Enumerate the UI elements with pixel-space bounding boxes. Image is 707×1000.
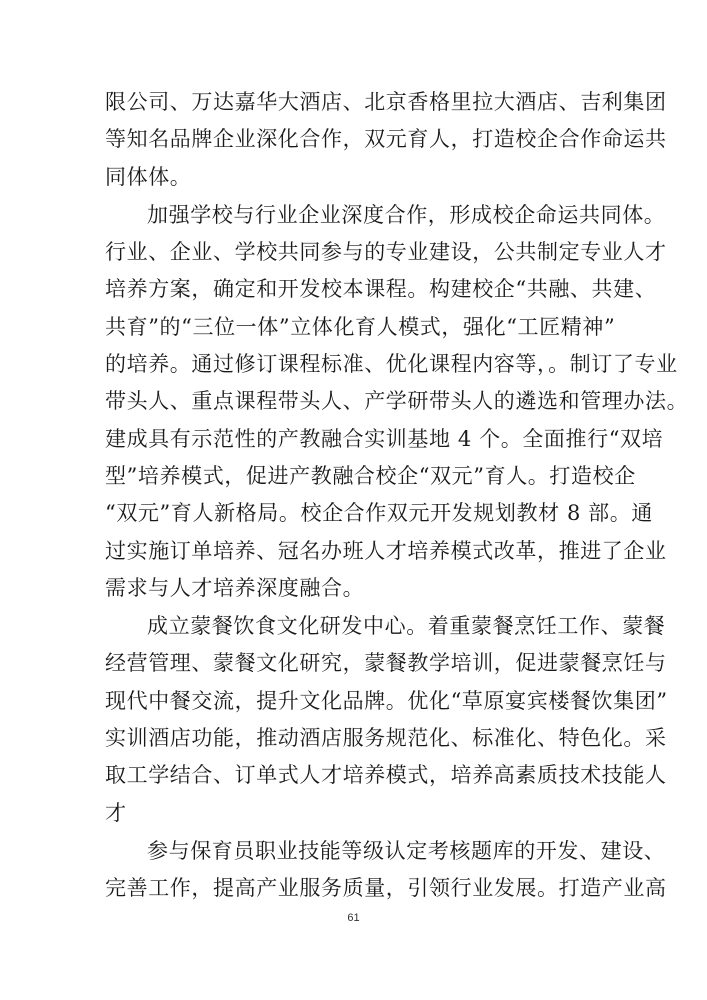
text-line: “双元”育人新格局。校企合作双元开发规划教材 8 部。通 <box>105 501 653 526</box>
paragraph-3 <box>105 608 668 832</box>
body-text <box>105 84 689 908</box>
text-line: 现代中餐交流，提升文化品牌。优化“草原宴宾楼餐饮集团” <box>105 688 668 713</box>
paragraph-4 <box>105 833 667 908</box>
text-line: 成立蒙餐饮食文化研发中心。着重蒙餐烹饪工作、蒙餐 <box>147 614 666 639</box>
paragraph-2 <box>105 197 689 607</box>
text-line: 型”培养模式，促进产教融合校企“双元”育人。打造校企 <box>105 463 636 488</box>
text-line: 经营管理、蒙餐文化研究，蒙餐教学培训，促进蒙餐烹饪与 <box>105 651 667 676</box>
text-line: 实训酒店功能，推动酒店服务规范化、标准化、特色化。采 <box>105 726 667 751</box>
text-line: 才 <box>105 800 127 825</box>
text-line: 等知名品牌企业深化合作，双元育人，打造校企合作命运共 <box>105 127 667 152</box>
text-line: 限公司、万达嘉华大酒店、北京香格里拉大酒店、吉利集团 <box>105 90 667 114</box>
paragraph-1 <box>105 84 667 196</box>
text-line: 行业、企业、学校共同参与的专业建设，公共制定专业人才 <box>105 240 667 265</box>
text-line: 的培养。通过修订课程标准、优化课程内容等，。制订了专业 <box>105 352 678 377</box>
text-line: 同体体。 <box>105 164 192 189</box>
text-line: 参与保育员职业技能等级认定考核题库的开发、建设、 <box>147 838 666 863</box>
text-line: 过实施订单培养、冠名办班人才培养模式改革，推进了企业 <box>105 538 667 563</box>
text-line: 取工学结合、订单式人才培养模式，培养高素质技术技能人 <box>105 763 667 788</box>
text-line: 建成具有示范性的产教融合实训基地 4 个。全面推行“双培 <box>105 426 664 451</box>
text-line: 共育”的“三位一体”立体化育人模式，强化“工匠精神” <box>105 314 616 339</box>
text-line: 培养方案，确定和开发校本课程。构建校企“共融、共建、 <box>105 277 657 302</box>
page-number: 61 <box>347 912 360 924</box>
text-line: 完善工作，提高产业服务质量，引领行业发展。打造产业高 <box>105 876 667 901</box>
text-line: 带头人、重点课程带头人、产学研带头人的遴选和管理办法。 <box>105 389 689 414</box>
text-line: 需求与人才培养深度融合。 <box>105 575 365 600</box>
text-line: 加强学校与行业企业深度合作，形成校企命运共同体。 <box>147 202 666 227</box>
